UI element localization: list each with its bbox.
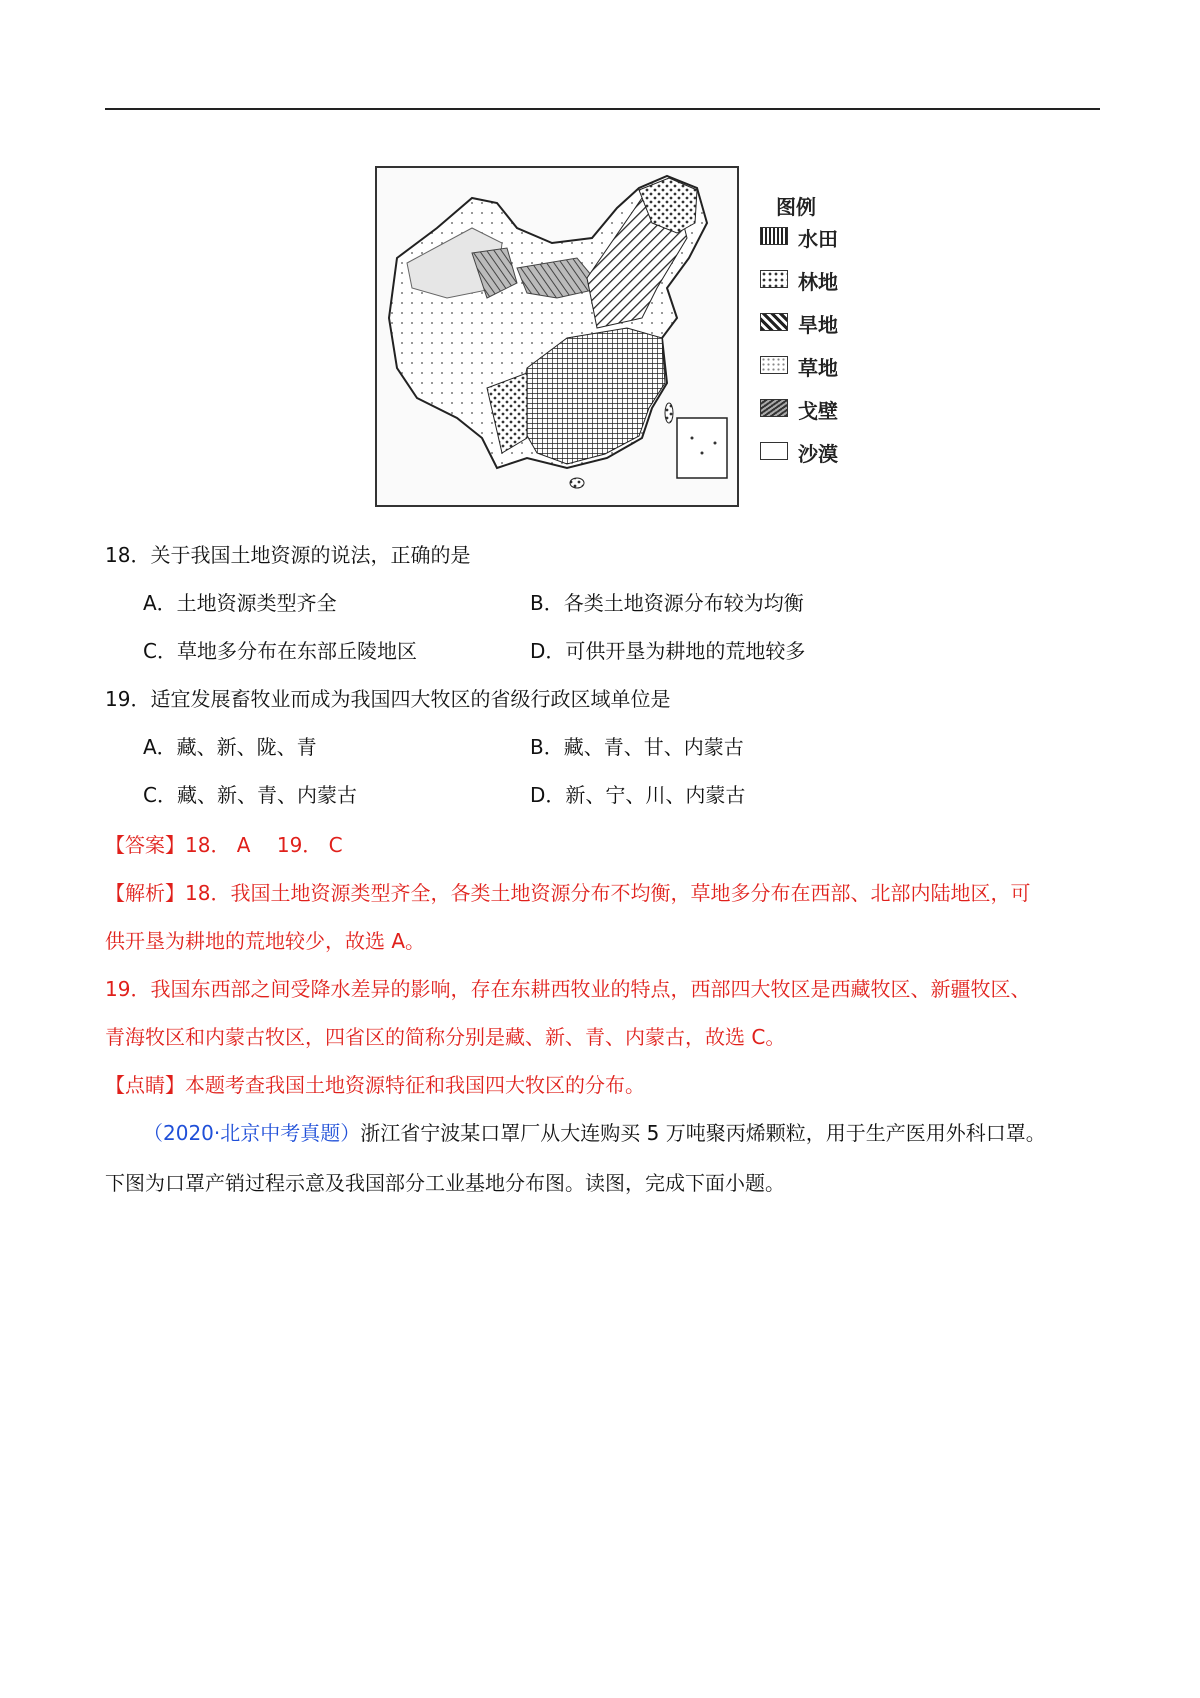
question-19-stem: 19．适宜发展畜牧业而成为我国四大牧区的省级行政区域单位是 <box>105 687 671 711</box>
china-land-map <box>375 166 739 507</box>
question-19-option-d: D．新、宁、川、内蒙古 <box>530 783 746 807</box>
analysis-line-4: 青海牧区和内蒙古牧区，四省区的简称分别是藏、新、青、内蒙古，故选 C。 <box>105 1025 786 1049</box>
question-19-option-c: C．藏、新、青、内蒙古 <box>143 783 357 807</box>
dense-grid-icon <box>760 227 788 245</box>
cross-hatch-icon <box>760 399 788 417</box>
intro-text-2: 下图为口罩产销过程示意及我国部分工业基地分布图。读图，完成下面小题。 <box>105 1171 785 1195</box>
land-resource-figure <box>375 163 875 511</box>
china-map-image <box>377 168 737 505</box>
dots-icon <box>760 270 788 288</box>
legend-item-forest <box>760 266 875 292</box>
analysis-line-2: 供开垦为耕地的荒地较少，故选 A。 <box>105 929 426 953</box>
intro-text-1: 浙江省宁波某口罩厂从大连购买 5 万吨聚丙烯颗粒，用于生产医用外科口罩。 <box>360 1121 1046 1145</box>
question-18-option-b: B．各类土地资源分布较为均衡 <box>530 591 804 615</box>
legend-item-grassland <box>760 352 875 378</box>
analysis-line-1: 【解析】18．我国土地资源类型齐全，各类土地资源分布不均衡，草地多分布在西部、北部内陆地区，可 <box>105 881 1031 905</box>
next-question-intro <box>143 1120 1046 1146</box>
question-19-option-a: A．藏、新、陇、青 <box>143 735 317 759</box>
legend-label: 沙漠 <box>798 442 838 466</box>
diagonal-lines-icon <box>760 313 788 331</box>
legend-label: 水田 <box>798 227 838 251</box>
legend-label: 旱地 <box>798 313 838 337</box>
answer-line: 【答案】18． A 19． C <box>105 833 343 857</box>
source-tag: （2020·北京中考真题） <box>143 1121 361 1145</box>
question-18-option-a: A．土地资源类型齐全 <box>143 591 337 615</box>
legend-label: 林地 <box>798 270 838 294</box>
legend-label: 戈壁 <box>798 399 838 423</box>
legend-item-dryland <box>760 309 875 335</box>
analysis-line-3: 19．我国东西部之间受降水差异的影响，存在东耕西牧业的特点，西部四大牧区是西藏牧区、新疆牧区、 <box>105 977 1031 1001</box>
comment-line: 【点睛】本题考查我国土地资源特征和我国四大牧区的分布。 <box>105 1073 645 1097</box>
legend-item-gobi <box>760 395 875 421</box>
map-legend <box>760 163 875 503</box>
blank-icon <box>760 442 788 460</box>
legend-item-desert <box>760 438 875 464</box>
question-18-stem: 18．关于我国土地资源的说法，正确的是 <box>105 543 471 567</box>
question-18-option-d: D．可供开垦为耕地的荒地较多 <box>530 639 806 663</box>
light-dots-icon <box>760 356 788 374</box>
legend-item-paddy <box>760 223 875 249</box>
legend-title: 图例 <box>776 195 816 219</box>
legend-label: 草地 <box>798 356 838 380</box>
question-18-option-c: C．草地多分布在东部丘陵地区 <box>143 639 417 663</box>
header-rule <box>105 108 1100 110</box>
question-19-option-b: B．藏、青、甘、内蒙古 <box>530 735 744 759</box>
